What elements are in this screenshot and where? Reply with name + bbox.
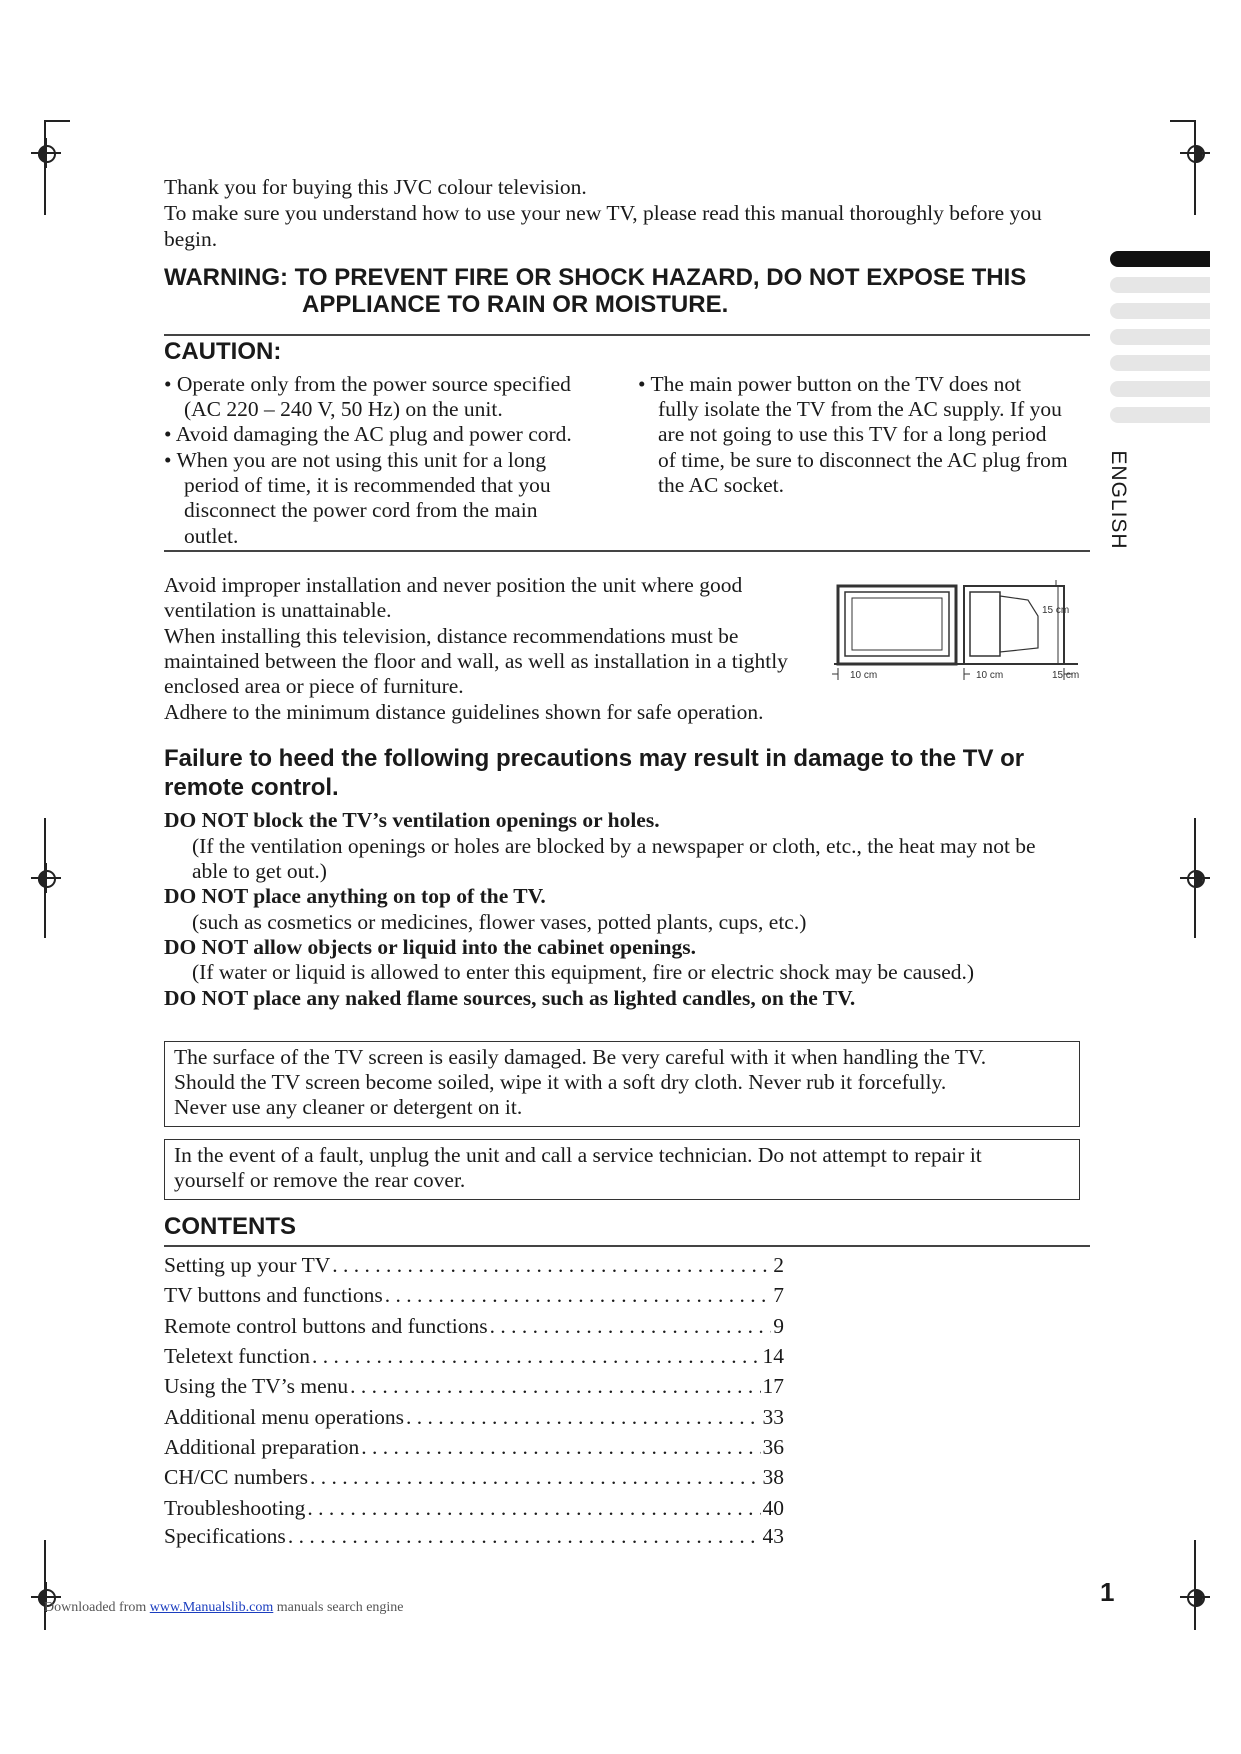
language-tab-active xyxy=(1110,251,1210,267)
caution-left-line: • When you are not using this unit for a long xyxy=(164,448,547,472)
toc-page: 17 xyxy=(762,1374,784,1398)
toc-title: Additional menu operations xyxy=(164,1405,405,1429)
toc-page: 9 xyxy=(773,1314,784,1338)
box-line: yourself or remove the rear cover. xyxy=(174,1168,466,1192)
intro-line: To make sure you understand how to use your new TV, please read this manual thoroughly before you xyxy=(164,201,1042,225)
toc-entry[interactable] xyxy=(164,1405,784,1435)
caution-heading: CAUTION: xyxy=(164,338,282,365)
toc-title: CH/CC numbers xyxy=(164,1465,308,1489)
caution-left-line: outlet. xyxy=(184,524,239,548)
intro-line: begin. xyxy=(164,227,218,251)
toc-title: Troubleshooting xyxy=(164,1496,306,1520)
installation-line: maintained between the floor and wall, as well as installation in a tightly xyxy=(164,649,788,673)
trim-line xyxy=(44,120,70,122)
trim-line xyxy=(1194,120,1196,215)
precautions-heading: Failure to heed the following precautions may result in damage to the TV or xyxy=(164,745,1025,772)
toc-leader xyxy=(310,1465,761,1490)
side-tab-label: ENGLISH xyxy=(1107,450,1130,550)
divider xyxy=(164,550,1090,552)
precaution-item: DO NOT place any naked flame sources, such as lighted candles, on the TV. xyxy=(164,986,856,1010)
toc-leader xyxy=(361,1435,760,1460)
toc-page: 43 xyxy=(762,1524,784,1548)
installation-line: ventilation is unattainable. xyxy=(164,598,392,622)
toc-entry[interactable] xyxy=(164,1344,784,1374)
screen-care-box xyxy=(164,1041,1080,1127)
toc-leader xyxy=(307,1496,760,1521)
language-tab xyxy=(1110,329,1210,345)
box-line: Never use any cleaner or detergent on it. xyxy=(174,1095,523,1119)
caution-right-line: fully isolate the TV from the AC supply. If you xyxy=(658,397,1062,421)
fault-box xyxy=(164,1139,1080,1200)
toc-entry[interactable] xyxy=(164,1374,784,1404)
tv-front-view xyxy=(838,586,956,664)
installation-line: Avoid improper installation and never position the unit where good xyxy=(164,573,743,597)
precaution-note: able to get out.) xyxy=(192,859,327,883)
toc-entry[interactable] xyxy=(164,1253,784,1283)
caution-left-line: • Avoid damaging the AC plug and power cord. xyxy=(164,422,572,446)
toc-page: 7 xyxy=(773,1283,784,1307)
language-tab xyxy=(1110,355,1210,371)
toc-title: Setting up your TV xyxy=(164,1253,331,1277)
box-line: The surface of the TV screen is easily damaged. Be very careful with it when handling the TV. xyxy=(174,1045,987,1069)
clearance-top-label: 15 cm xyxy=(1042,605,1070,616)
trim-line xyxy=(1170,120,1196,122)
clearance-left-label: 10 cm xyxy=(850,670,878,681)
caution-right-line: of time, be sure to disconnect the AC plug from xyxy=(658,448,1068,472)
toc-entry[interactable] xyxy=(164,1496,784,1526)
precaution-note: (If water or liquid is allowed to enter this equipment, fire or electric shock may be caused.) xyxy=(192,960,975,984)
page-number: 1 xyxy=(1100,1577,1115,1607)
registration-mark-top-left xyxy=(31,138,61,168)
toc-leader xyxy=(332,1253,771,1278)
toc-title: Using the TV’s menu xyxy=(164,1374,349,1398)
toc-entry[interactable] xyxy=(164,1524,784,1554)
installation-line: When installing this television, distance recommendations must be xyxy=(164,624,739,648)
toc-leader xyxy=(406,1405,760,1430)
toc-title: Remote control buttons and functions xyxy=(164,1314,488,1338)
toc-title: Specifications xyxy=(164,1524,286,1548)
caution-left-line: disconnect the power cord from the main xyxy=(184,498,538,522)
clearance-right-label: 15 cm xyxy=(1052,670,1080,681)
caution-left-line: • Operate only from the power source specified xyxy=(164,372,571,396)
intro-line: Thank you for buying this JVC colour television. xyxy=(164,175,587,199)
footer-suffix: manuals search engine xyxy=(276,1600,404,1615)
caution-left-line: (AC 220 – 240 V, 50 Hz) on the unit. xyxy=(184,397,503,421)
caution-right-line: are not going to use this TV for a long period xyxy=(658,422,1047,446)
trim-line xyxy=(44,1540,46,1630)
toc-leader xyxy=(288,1524,761,1549)
installation-line: enclosed area or piece of furniture. xyxy=(164,674,464,698)
toc-page: 2 xyxy=(773,1253,784,1277)
toc-entry[interactable] xyxy=(164,1314,784,1344)
toc-title: Additional preparation xyxy=(164,1435,360,1459)
contents-heading: CONTENTS xyxy=(164,1213,296,1240)
toc-page: 14 xyxy=(762,1344,784,1368)
trim-line xyxy=(44,818,46,938)
box-line: Should the TV screen become soiled, wipe it with a soft dry cloth. Never rub it forcefully. xyxy=(174,1070,947,1094)
footer xyxy=(44,1600,404,1616)
trim-line xyxy=(44,120,46,215)
toc-entry[interactable] xyxy=(164,1465,784,1495)
precaution-note: (such as cosmetics or medicines, flower vases, potted plants, cups, etc.) xyxy=(192,910,807,934)
divider xyxy=(164,334,1090,336)
trim-line xyxy=(1194,1540,1196,1630)
clearance-mid-label: 10 cm xyxy=(976,670,1004,681)
precaution-note: (If the ventilation openings or holes are blocked by a newspaper or cloth, etc., the heat may not be xyxy=(192,834,1036,858)
precaution-item: DO NOT block the TV’s ventilation openings or holes. xyxy=(164,808,660,832)
language-tab xyxy=(1110,303,1210,319)
language-tab xyxy=(1110,407,1210,423)
toc-leader xyxy=(312,1344,761,1369)
toc-page: 36 xyxy=(762,1435,784,1459)
language-tab xyxy=(1110,381,1210,397)
precaution-item: DO NOT place anything on top of the TV. xyxy=(164,884,546,908)
toc-entry[interactable] xyxy=(164,1283,784,1313)
footer-prefix: Downloaded from xyxy=(44,1600,147,1615)
precautions-heading: remote control. xyxy=(164,774,339,801)
installation-line: Adhere to the minimum distance guidelines shown for safe operation. xyxy=(164,700,764,724)
caution-right-line: the AC socket. xyxy=(658,473,784,497)
toc-title: Teletext function xyxy=(164,1344,310,1368)
warning-heading: APPLIANCE TO RAIN OR MOISTURE. xyxy=(302,291,729,318)
toc-entry[interactable] xyxy=(164,1435,784,1465)
caution-left-line: period of time, it is recommended that you xyxy=(184,473,551,497)
toc-page: 33 xyxy=(762,1405,784,1429)
box-line: In the event of a fault, unplug the unit and call a service technician. Do not attempt to repair it xyxy=(174,1143,982,1167)
toc-page: 40 xyxy=(762,1496,784,1520)
footer-link[interactable]: www.Manualslib.com xyxy=(149,1600,274,1615)
trim-line xyxy=(1194,818,1196,938)
toc-leader xyxy=(490,1314,772,1339)
contents-divider xyxy=(164,1245,1090,1247)
language-tab xyxy=(1110,277,1210,293)
installation-diagram xyxy=(828,578,1090,686)
toc-page: 38 xyxy=(762,1465,784,1489)
caution-right-line: • The main power button on the TV does not xyxy=(638,372,1022,396)
toc-title: TV buttons and functions xyxy=(164,1283,383,1307)
toc-leader xyxy=(350,1374,760,1399)
warning-heading: WARNING: TO PREVENT FIRE OR SHOCK HAZARD, DO NOT EXPOSE THIS xyxy=(164,264,1027,291)
toc-leader xyxy=(385,1283,771,1308)
registration-mark-mid-left xyxy=(31,863,61,893)
precaution-item: DO NOT allow objects or liquid into the cabinet openings. xyxy=(164,935,696,959)
tv-side-view xyxy=(964,586,1064,664)
